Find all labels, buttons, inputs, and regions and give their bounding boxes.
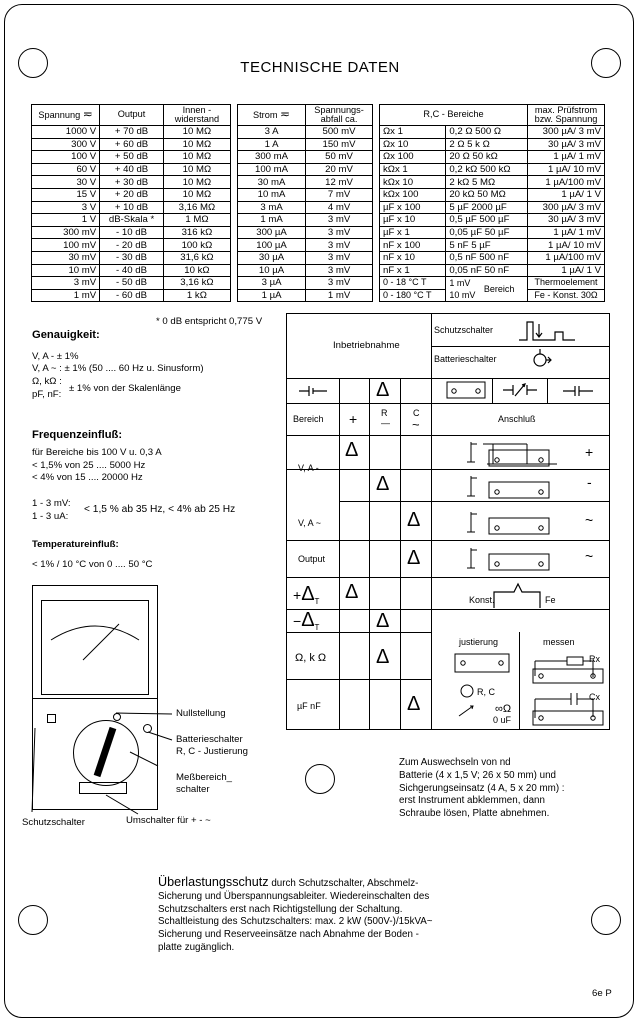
genauigkeit-line-3: Ω, kΩ :: [32, 376, 62, 387]
delta-icon: Δ: [345, 581, 359, 603]
rc-cell: Ωx 10: [380, 138, 446, 151]
konst-label: Konst.: [469, 595, 495, 605]
rc-row: [380, 239, 605, 252]
pf-nf-label: µF nF: [297, 701, 321, 711]
rc-cell: 1 µA/ 10 mV: [528, 163, 605, 176]
rc-row: [380, 188, 605, 201]
thermo-sub: Fe - Konst. 30Ω: [528, 289, 605, 302]
voltage-cell: - 10 dB: [100, 226, 164, 239]
current-cell: 4 mV: [306, 201, 373, 214]
rc-cell: 0,2 kΩ 500 kΩ: [446, 163, 528, 176]
current-cell: 500 mV: [306, 126, 373, 139]
rc-cell: 1 µA/ 10 mV: [528, 239, 605, 252]
voltage-cell: - 50 dB: [100, 277, 164, 290]
voltage-cell: 1 V: [32, 214, 100, 227]
voltage-cell: 31,6 kΩ: [163, 251, 230, 264]
schutzschalter-label: Schutzschalter: [434, 325, 494, 335]
genauigkeit-line-2: V, A ~ : ± 1% (50 .... 60 Hz u. Sinusform): [32, 363, 204, 374]
rc-row: [380, 264, 605, 277]
voltage-table: [31, 104, 231, 302]
connection-diagram-ac: [457, 508, 577, 538]
db-note: * 0 dB entspricht 0,775 V: [156, 316, 263, 327]
delta-icon: Δ: [376, 610, 390, 632]
va-ac-label: V, A ~: [298, 518, 321, 528]
current-row: [238, 188, 373, 201]
umschalter-label: Umschalter für + - ~: [126, 815, 211, 826]
voltage-cell: 300 mV: [32, 226, 100, 239]
minus-symbol: —: [381, 418, 390, 428]
voltage-cell: + 40 dB: [100, 163, 164, 176]
voltage-cell: + 50 dB: [100, 151, 164, 164]
plus-t-label: $+\Delta_T$: [293, 583, 320, 606]
rc-justierung-label: R, C - Justierung: [176, 746, 248, 757]
temperatur-line: < 1% / 10 °C von 0 .... 50 °C: [32, 559, 153, 570]
delta-icon: Δ: [407, 509, 421, 531]
current-row: [238, 214, 373, 227]
nullstellung-label: Nullstellung: [176, 708, 226, 719]
voltage-row: [32, 214, 231, 227]
current-row: [238, 151, 373, 164]
va-dc-label: V, A -: [298, 463, 319, 473]
dc-source-icon: [299, 384, 329, 398]
meter-scale: [43, 602, 147, 692]
frequenz-line-2: < 1,5% von 25 .... 5000 Hz: [32, 460, 146, 471]
rc-row: [380, 151, 605, 164]
rc-cell: 0,05 nF 50 nF: [446, 264, 528, 277]
voltage-row: [32, 239, 231, 252]
current-row: [238, 176, 373, 189]
current-row: [238, 239, 373, 252]
rc-cell: nF x 1: [380, 264, 446, 277]
frequenz-ua: 1 - 3 uA:: [32, 511, 69, 522]
voltage-cell: 3 mV: [32, 277, 100, 290]
operating-grid: [286, 313, 610, 730]
voltage-cell: + 10 dB: [100, 201, 164, 214]
current-row: [238, 264, 373, 277]
temp-row-2-value: 10 mV Bereich: [446, 289, 528, 302]
justierung-box: [454, 653, 510, 673]
rc-cell: 0,5 nF 500 nF: [446, 251, 528, 264]
rc-row: [380, 126, 605, 139]
current-cell: 30 mA: [238, 176, 306, 189]
minus-symbol: -: [587, 474, 592, 490]
voltage-row: [32, 277, 231, 290]
temp-row-1: 0 - 18 °C T: [380, 277, 446, 290]
rc-row: [380, 176, 605, 189]
voltage-row: [32, 138, 231, 151]
schutzschalter-meter-label: Schutzschalter: [22, 817, 85, 828]
current-header-abfall: Spannungs- abfall ca.: [306, 105, 373, 126]
terminal-box-icon: [446, 381, 486, 399]
current-cell: 12 mV: [306, 176, 373, 189]
genauigkeit-heading: Genauigkeit:: [32, 329, 100, 341]
current-cell: 1 A: [238, 138, 306, 151]
thermo-label: Thermoelement: [528, 277, 605, 290]
voltage-cell: + 20 dB: [100, 188, 164, 201]
rc-row: [380, 214, 605, 227]
voltage-row: [32, 163, 231, 176]
rc-cell: 2 Ω 5 k Ω: [446, 138, 528, 151]
rc-cell: 20 Ω 50 kΩ: [446, 151, 528, 164]
connection-diagram-output: [457, 544, 577, 574]
genauigkeit-line-1: V, A - ± 1%: [32, 351, 79, 362]
zero-ohm-label: ∞Ω: [495, 703, 512, 715]
battery-note: Zum Auswechseln von nd Batterie (4 x 1,5 V; 26 x 50 mm) und Sichgerungseinsatz (4 A, 5 x 20 mm) : erst Instrument abklemmen, dann Schraube lösen, Platte abnehmen.: [399, 757, 565, 820]
current-row: [238, 126, 373, 139]
current-cell: 100 µA: [238, 239, 306, 252]
ohm-label: Ω, k Ω: [295, 652, 327, 664]
delta-icon: Δ: [345, 439, 359, 461]
frequenz-mv: 1 - 3 mV:: [32, 498, 71, 509]
frequenz-mv-text: < 1,5 % ab 35 Hz, < 4% ab 25 Hz: [84, 504, 236, 515]
voltage-cell: 10 MΩ: [163, 163, 230, 176]
voltage-cell: 10 mV: [32, 264, 100, 277]
plus-header: +: [349, 411, 358, 427]
bereich-label: Bereich: [483, 283, 515, 294]
rc-cell: µF x 10: [380, 214, 446, 227]
current-cell: 30 µA: [238, 251, 306, 264]
meter-leader-lines: [20, 700, 180, 830]
current-row: [238, 277, 373, 290]
current-row: [238, 163, 373, 176]
voltage-cell: 100 mV: [32, 239, 100, 252]
voltage-row: [32, 151, 231, 164]
temp-row-2: 0 - 180 °C T: [380, 289, 446, 302]
voltage-row: [32, 126, 231, 139]
rc-cell: µF x 1: [380, 226, 446, 239]
frequenz-line-3: < 4% von 15 .... 20000 Hz: [32, 472, 143, 483]
current-cell: 1 mV: [306, 289, 373, 302]
plus-symbol: +: [585, 444, 594, 460]
rc-cell: 300 µA/ 3 mV: [528, 201, 605, 214]
rc-cell: 1 µA/100 mV: [528, 251, 605, 264]
rc-table: [379, 104, 605, 302]
voltage-cell: 30 V: [32, 176, 100, 189]
batterieschalter-label: Batterieschalter: [434, 354, 497, 364]
rc-cell: 1 µA/ 1 V: [528, 264, 605, 277]
current-cell: 20 mV: [306, 163, 373, 176]
mounting-hole-bottom-left: [18, 905, 48, 935]
rc-row: [380, 251, 605, 264]
current-row: [238, 226, 373, 239]
voltage-header-spannung: Spannung ≂: [32, 105, 100, 126]
rc-cell: 20 kΩ 50 MΩ: [446, 188, 528, 201]
frequenz-heading: Frequenzeinfluß:: [32, 429, 123, 441]
justierung-label: justierung: [459, 637, 499, 647]
voltage-cell: 10 MΩ: [163, 126, 230, 139]
genauigkeit-line-5: ± 1% von der Skalenlänge: [69, 383, 181, 394]
rc-cell: 0,2 Ω 500 Ω: [446, 126, 528, 139]
current-header-strom: Strom ≂: [238, 105, 306, 126]
rx-label: Rx: [589, 654, 600, 664]
voltage-header-innenwiderstand: Innen - widerstand: [163, 105, 230, 126]
adjust-knob-icon: [457, 682, 479, 722]
delta-icon: Δ: [376, 473, 390, 495]
mounting-hole-bottom-right: [591, 905, 621, 935]
switch-toggle-icon: [519, 320, 579, 342]
temp-row-1-value: 1 mV: [446, 277, 528, 290]
rc-cell: 0,05 µF 50 µF: [446, 226, 528, 239]
current-cell: 300 µA: [238, 226, 306, 239]
voltage-row: [32, 251, 231, 264]
current-cell: 3 mV: [306, 264, 373, 277]
delta-icon: Δ: [407, 547, 421, 569]
overload-heading: Überlastungsschutz: [158, 875, 269, 889]
current-cell: 3 mV: [306, 277, 373, 290]
tilde-symbol: ~: [585, 512, 594, 528]
voltage-cell: 3 V: [32, 201, 100, 214]
voltage-cell: + 70 dB: [100, 126, 164, 139]
voltage-cell: 10 kΩ: [163, 264, 230, 277]
schalter-label: schalter: [176, 784, 210, 795]
delta-icon: Δ: [407, 693, 421, 715]
voltage-cell: dB-Skala *: [100, 214, 164, 227]
minus-t-label: $-\Delta_T$: [293, 609, 320, 632]
voltage-cell: 100 V: [32, 151, 100, 164]
voltage-row: [32, 201, 231, 214]
messbereich-label: Meßbereich_: [176, 772, 232, 783]
current-cell: 3 mV: [306, 226, 373, 239]
voltage-cell: - 60 dB: [100, 289, 164, 302]
current-cell: 3 mV: [306, 239, 373, 252]
voltage-cell: 10 MΩ: [163, 188, 230, 201]
rc-cell: kΩx 100: [380, 188, 446, 201]
rc-cell: nF x 10: [380, 251, 446, 264]
voltage-cell: 10 MΩ: [163, 151, 230, 164]
zero-uf-label: 0 uF: [493, 715, 512, 725]
rc-header-pruefstrom: max. Prüfstrom bzw. Spannung: [528, 105, 605, 126]
voltage-cell: + 60 dB: [100, 138, 164, 151]
voltage-cell: + 30 dB: [100, 176, 164, 189]
rc-cell: 1 µA/ 1 mV: [528, 151, 605, 164]
inbetriebnahme-label: Inbetriebnahme: [333, 340, 400, 351]
rc-row: [380, 163, 605, 176]
rc-row: [380, 226, 605, 239]
voltage-header-output: Output: [100, 105, 164, 126]
rc-label: R, C: [477, 687, 495, 697]
current-row: [238, 289, 373, 302]
current-cell: 3 mA: [238, 201, 306, 214]
current-cell: 3 A: [238, 126, 306, 139]
battery-switch-icon: [531, 348, 555, 372]
batterieschalter-meter-label: Batterieschalter: [176, 734, 243, 745]
voltage-cell: - 40 dB: [100, 264, 164, 277]
rc-cell: 1 µA/ 1 mV: [528, 226, 605, 239]
voltage-cell: 3,16 MΩ: [163, 201, 230, 214]
footer-code: 6e P: [592, 988, 612, 999]
bereich-header: Bereich: [293, 414, 324, 424]
voltage-cell: 1000 V: [32, 126, 100, 139]
delta-icon: Δ: [376, 379, 390, 401]
voltage-cell: 300 V: [32, 138, 100, 151]
voltage-cell: 316 kΩ: [163, 226, 230, 239]
current-cell: 1 µA: [238, 289, 306, 302]
rc-cell: kΩx 1: [380, 163, 446, 176]
current-cell: 150 mV: [306, 138, 373, 151]
rc-cell: 30 µA/ 3 mV: [528, 138, 605, 151]
voltage-row: [32, 188, 231, 201]
voltage-cell: 100 kΩ: [163, 239, 230, 252]
voltage-row: [32, 264, 231, 277]
current-row: [238, 251, 373, 264]
rc-cell: 30 µA/ 3 mV: [528, 214, 605, 227]
voltage-cell: 1 MΩ: [163, 214, 230, 227]
messen-label: messen: [543, 637, 575, 647]
current-table: [237, 104, 373, 302]
measure-rx-diagram: [531, 647, 607, 685]
rc-row: [380, 138, 605, 151]
rc-header-bereiche: R,C - Bereiche: [380, 105, 528, 126]
anschluss-header: Anschluß: [498, 414, 536, 424]
current-cell: 1 mA: [238, 214, 306, 227]
voltage-cell: 1 mV: [32, 289, 100, 302]
rc-cell: 1 µA/ 1 V: [528, 188, 605, 201]
mounting-hole-middle: [305, 764, 335, 794]
rc-cell: 1 µA/100 mV: [528, 176, 605, 189]
current-cell: 3 mV: [306, 214, 373, 227]
voltage-cell: 10 MΩ: [163, 138, 230, 151]
capacitor-icon: [563, 384, 593, 398]
r-header: R: [381, 408, 388, 418]
genauigkeit-line-4: pF, nF:: [32, 389, 62, 400]
rc-cell: Ωx 1: [380, 126, 446, 139]
voltage-cell: 30 mV: [32, 251, 100, 264]
connection-diagram-minus: [457, 472, 577, 502]
current-cell: 10 mA: [238, 188, 306, 201]
tilde-symbol: ~: [585, 548, 594, 564]
overload-note: Überlastungsschutz durch Schutzschalter, Abschmelz- Sicherung und Überspannungsableiter. Wiedereinschalten des Schutzschalters erst nach Richtigstellung der Schaltung. Schaltleistung des Schutzschalters: max. 2 kW (500V-)/15kVA~ Sicherung und Reserveeinsätze nach Abnahme der Boden - platte zugänglich.: [158, 875, 433, 953]
output-label: Output: [298, 554, 326, 564]
rc-row: [380, 201, 605, 214]
voltage-row: [32, 289, 231, 302]
connection-diagram-plus: [457, 438, 577, 468]
page-title: TECHNISCHE DATEN: [240, 59, 400, 76]
current-cell: 100 mA: [238, 163, 306, 176]
voltage-row: [32, 176, 231, 189]
current-cell: 3 mV: [306, 251, 373, 264]
current-cell: 10 µA: [238, 264, 306, 277]
current-cell: 50 mV: [306, 151, 373, 164]
cx-label: Cx: [589, 692, 600, 702]
current-cell: 7 mV: [306, 188, 373, 201]
rc-cell: 5 nF 5 µF: [446, 239, 528, 252]
voltage-row: [32, 226, 231, 239]
voltage-cell: 3,16 kΩ: [163, 277, 230, 290]
voltage-cell: 1 kΩ: [163, 289, 230, 302]
voltage-cell: 10 MΩ: [163, 176, 230, 189]
current-row: [238, 138, 373, 151]
rc-cell: nF x 100: [380, 239, 446, 252]
rc-cell: Ωx 100: [380, 151, 446, 164]
adjust-icon: [503, 382, 537, 398]
current-cell: 3 µA: [238, 277, 306, 290]
rc-cell: kΩx 10: [380, 176, 446, 189]
voltage-cell: - 20 dB: [100, 239, 164, 252]
rc-cell: µF x 100: [380, 201, 446, 214]
current-cell: 300 mA: [238, 151, 306, 164]
fe-label: Fe: [545, 595, 556, 605]
rc-cell: 2 kΩ 5 MΩ: [446, 176, 528, 189]
temperatur-heading: Temperatureinfluß:: [32, 539, 119, 550]
thermocouple-icon: [492, 580, 542, 610]
rc-cell: 5 µF 2000 µF: [446, 201, 528, 214]
voltage-cell: 15 V: [32, 188, 100, 201]
voltage-cell: 60 V: [32, 163, 100, 176]
frequenz-line-1: für Bereiche bis 100 V u. 0,3 A: [32, 447, 162, 458]
delta-icon: Δ: [376, 646, 390, 668]
rc-cell: 0,5 µF 500 µF: [446, 214, 528, 227]
tilde-symbol: ~: [412, 417, 420, 432]
c-header: C: [413, 408, 420, 418]
voltage-cell: - 30 dB: [100, 251, 164, 264]
rc-cell: 300 µA/ 3 mV: [528, 126, 605, 139]
current-row: [238, 201, 373, 214]
